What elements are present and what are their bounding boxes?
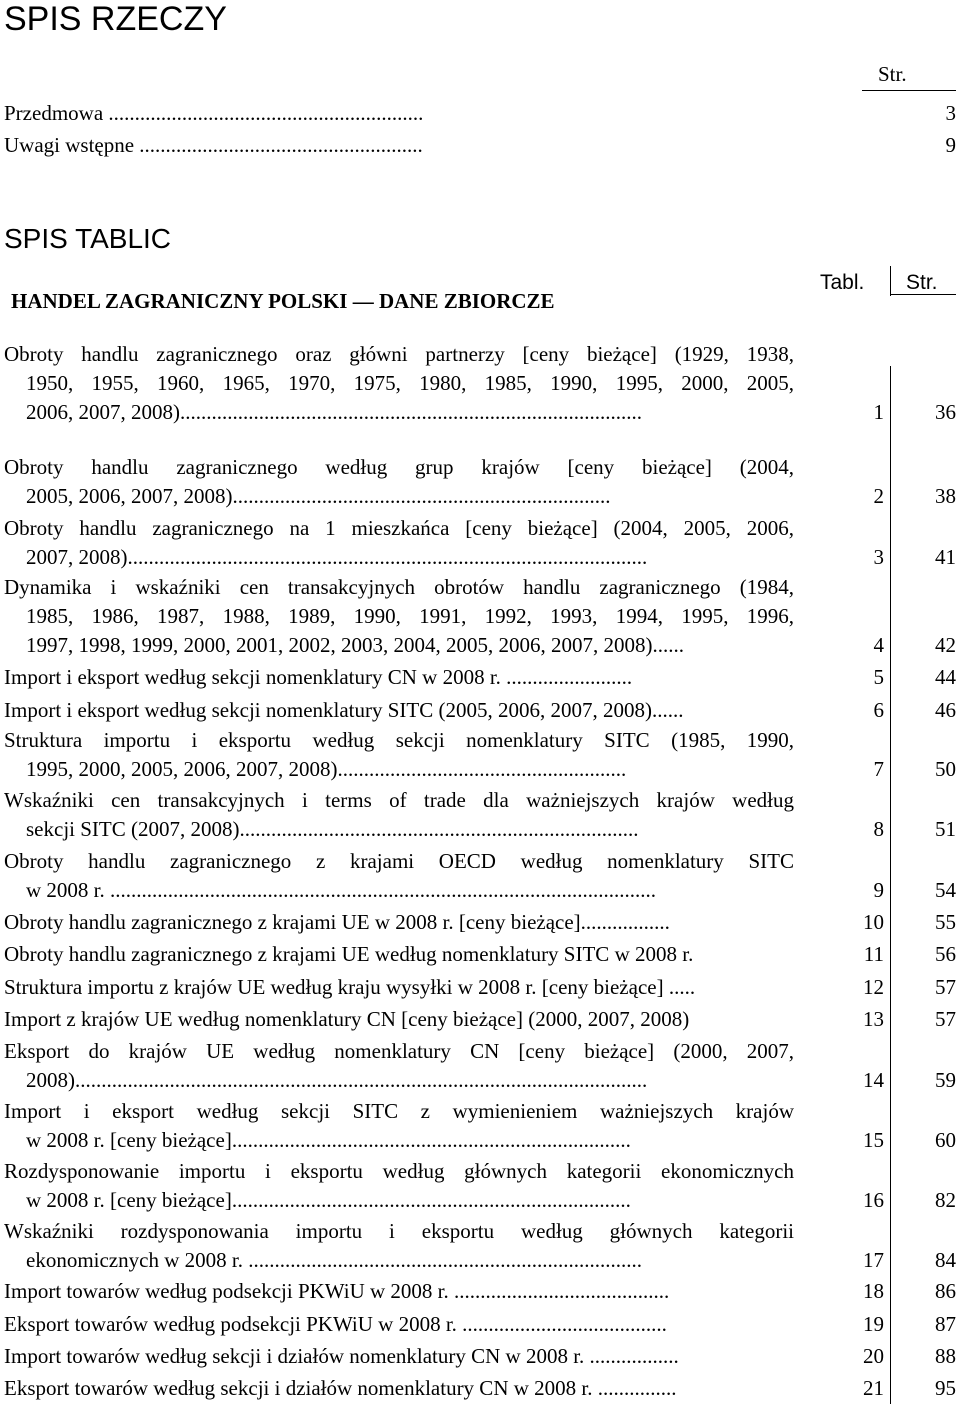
toc-entry-preface[interactable]	[4, 97, 956, 129]
toc-entry-table-number: 6	[873, 698, 884, 722]
toc-entry-page: 36	[935, 400, 956, 424]
toc-entry-title	[4, 453, 794, 511]
toc-entry-page: 82	[935, 1188, 956, 1212]
toc-entry-table-number: 19	[863, 1312, 884, 1336]
toc-entry-page: 3	[945, 101, 956, 125]
toc-entry-table-13[interactable]	[4, 1005, 956, 1034]
toc-entry-page: 57	[935, 975, 956, 999]
toc-entry-title	[4, 786, 794, 844]
toc-entry-title-line: Import i eksport według sekcji nomenklatury CN w 2008 r. ........................	[4, 665, 633, 689]
toc-entry-table-number: 11	[863, 942, 884, 966]
toc-entry-page: 88	[935, 1344, 956, 1368]
toc-entry-title-line: Import towarów według podsekcji PKWiU w 2008 r. .........................................	[4, 1279, 670, 1303]
toc-entry-table-12[interactable]	[4, 973, 956, 1002]
toc-entry-table-6[interactable]	[4, 696, 956, 725]
toc-entry-title-line: sekcji SITC (2007, 2008)............................................................................	[26, 817, 639, 841]
toc-entry-title	[4, 514, 794, 572]
toc-entry-title-line: 2008).............................................................................................................	[26, 1068, 648, 1092]
toc-entry-title-line: Import i eksport według sekcji SITC z wymienieniem ważniejszych krajów	[4, 1099, 794, 1123]
toc-entry-table-number: 16	[863, 1188, 884, 1212]
toc-entry-page: 38	[935, 484, 956, 508]
toc-entry-title-line: Obroty handlu zagranicznego z krajami UE w 2008 r. [ceny bieżące].................	[4, 910, 670, 934]
section-title: SPIS TABLIC	[4, 223, 172, 254]
toc-entry-title	[4, 1310, 794, 1339]
toc-entry-label: Przedmowa ............................................................	[4, 101, 424, 125]
toc-entry-table-1[interactable]	[4, 340, 956, 427]
toc-entry-table-number: 12	[863, 975, 884, 999]
group-title: HANDEL ZAGRANICZNY POLSKI — DANE ZBIORCZE	[11, 289, 555, 313]
toc-entry-title-line: Dynamika i wskaźniki cen transakcyjnych obrotów handlu zagranicznego (1984,	[4, 575, 794, 599]
toc-entry-title-line: Eksport towarów według sekcji i działów nomenklatury CN w 2008 r. ...............	[4, 1376, 677, 1400]
toc-entry-title	[4, 940, 794, 969]
page-number-column-header: Str.	[906, 271, 938, 294]
toc-entry-table-10[interactable]	[4, 908, 956, 937]
toc-entry-page: 44	[935, 665, 956, 689]
toc-entry-table-16[interactable]	[4, 1157, 956, 1215]
toc-entry-title	[4, 1217, 794, 1275]
toc-entry-title-line: Import towarów według sekcji i działów nomenklatury CN w 2008 r. .................	[4, 1344, 679, 1368]
toc-entry-title-line: Obroty handlu zagranicznego według grup krajów [ceny bieżące] (2004,	[4, 455, 794, 479]
toc-entry-title-line: w 2008 r. [ceny bieżące]............................................................................	[26, 1188, 631, 1212]
toc-entry-page: 41	[935, 545, 956, 569]
toc-entry-table-11[interactable]	[4, 940, 956, 969]
toc-entry-table-number: 1	[873, 400, 884, 424]
toc-entry-title-line: 1985, 1986, 1987, 1988, 1989, 1990, 1991, 1992, 1993, 1994, 1995, 1996,	[26, 604, 794, 628]
toc-entry-table-number: 3	[873, 545, 884, 569]
toc-entry-title	[4, 663, 794, 692]
toc-entry-table-number: 7	[873, 757, 884, 781]
toc-entry-title	[4, 1342, 794, 1371]
toc-entry-title-line: Import i eksport według sekcji nomenklatury SITC (2005, 2006, 2007, 2008)......	[4, 698, 684, 722]
toc-entry-title	[4, 847, 794, 905]
toc-entry-title	[4, 340, 794, 427]
toc-entry-page: 57	[935, 1007, 956, 1031]
toc-entry-table-number: 20	[863, 1344, 884, 1368]
toc-entry-label: Uwagi wstępne ......................................................	[4, 133, 423, 157]
toc-entry-page: 59	[935, 1068, 956, 1092]
toc-entry-title-line: w 2008 r. [ceny bieżące]............................................................................	[26, 1128, 631, 1152]
toc-entry-title-line: Eksport do krajów UE według nomenklatury CN [ceny bieżące] (2000, 2007,	[4, 1039, 794, 1063]
header-rule	[862, 90, 956, 91]
toc-entry-table-2[interactable]	[4, 453, 956, 511]
toc-entry-title-line: w 2008 r. ........................................................................................................	[26, 878, 656, 902]
toc-entry-title-line: 1950, 1955, 1960, 1965, 1970, 1975, 1980, 1985, 1990, 1995, 2000, 2005,	[26, 371, 794, 395]
toc-entry-title	[4, 1037, 794, 1095]
toc-entry-title-line: Obroty handlu zagranicznego z krajami UE według nomenklatury SITC w 2008 r.	[4, 942, 694, 966]
toc-entry-table-number: 10	[863, 910, 884, 934]
toc-entry-table-number: 4	[873, 633, 884, 657]
toc-entry-page: 87	[935, 1312, 956, 1336]
toc-entry-title-line: Obroty handlu zagranicznego oraz główni partnerzy [ceny bieżące] (1929, 1938,	[4, 342, 794, 366]
toc-entry-table-number: 9	[873, 878, 884, 902]
toc-entry-title-line: Rozdysponowanie importu i eksportu według głównych kategorii ekonomicznych	[4, 1159, 794, 1183]
toc-entry-table-number: 5	[873, 665, 884, 689]
toc-entry-page: 46	[935, 698, 956, 722]
toc-entry-table-number: 8	[873, 817, 884, 841]
toc-entry-title-line: Wskaźniki cen transakcyjnych i terms of trade dla ważniejszych krajów według	[4, 788, 794, 812]
toc-entry-table-8[interactable]	[4, 786, 956, 844]
toc-entry-table-3[interactable]	[4, 514, 956, 572]
toc-entry-page: 54	[935, 878, 956, 902]
toc-entry-title	[4, 973, 794, 1002]
toc-entry-title-line: Eksport towarów według podsekcji PKWiU w 2008 r. .......................................	[4, 1312, 667, 1336]
toc-entry-title-line: 2007, 2008)...................................................................................................	[26, 545, 648, 569]
toc-entry-title	[4, 1005, 794, 1034]
toc-entry-title	[4, 696, 794, 725]
toc-entry-table-4[interactable]	[4, 573, 956, 660]
toc-entry-title-line: 2005, 2006, 2007, 2008)........................................................................	[26, 484, 611, 508]
toc-entry-title	[4, 1157, 794, 1215]
toc-entry-page: 42	[935, 633, 956, 657]
toc-entry-page: 56	[935, 942, 956, 966]
toc-entry-title	[4, 726, 794, 784]
toc-entry-table-9[interactable]	[4, 847, 956, 905]
toc-entry-title-line: Import z krajów UE według nomenklatury CN [ceny bieżące] (2000, 2007, 2008)	[4, 1007, 690, 1031]
toc-entry-page: 50	[935, 757, 956, 781]
toc-entry-table-number: 2	[873, 484, 884, 508]
toc-entry-page: 9	[945, 133, 956, 157]
toc-entry-table-number: 18	[863, 1279, 884, 1303]
toc-entry-title	[4, 573, 794, 660]
page-column-header: Str.	[878, 62, 907, 86]
toc-entry-title-line: Struktura importu i eksportu według sekcji nomenklatury SITC (1985, 1990,	[4, 728, 794, 752]
toc-entry-page: 60	[935, 1128, 956, 1152]
toc-entry-page: 51	[935, 817, 956, 841]
toc-entry-table-7[interactable]	[4, 726, 956, 784]
toc-entry-page: 55	[935, 910, 956, 934]
toc-entry-title-line: Wskaźniki rozdysponowania importu i eksportu według głównych kategorii	[4, 1219, 794, 1243]
table-number-column-header: Tabl.	[820, 271, 865, 294]
toc-entry-title-line: 2006, 2007, 2008)........................................................................................	[26, 400, 642, 424]
toc-entry-title	[4, 1374, 794, 1403]
toc-entry-table-17[interactable]	[4, 1217, 956, 1275]
toc-entry-table-number: 13	[863, 1007, 884, 1031]
toc-entry-table-14[interactable]	[4, 1037, 956, 1095]
toc-entry-introductory-notes[interactable]	[4, 129, 956, 161]
toc-entry-title-line: Struktura importu z krajów UE według kraju wysyłki w 2008 r. [ceny bieżące] .....	[4, 975, 696, 999]
column-header-rule	[890, 294, 956, 295]
toc-entry-title-line: Obroty handlu zagranicznego na 1 mieszkańca [ceny bieżące] (2004, 2005, 2006,	[4, 516, 794, 540]
column-divider	[890, 266, 891, 296]
toc-entry-table-20[interactable]	[4, 1342, 956, 1371]
toc-entry-title-line: ekonomicznych w 2008 r. ...........................................................................	[26, 1248, 642, 1272]
toc-entry-title	[4, 1277, 794, 1306]
toc-entry-table-number: 21	[863, 1376, 884, 1400]
toc-entry-table-5[interactable]	[4, 663, 956, 692]
toc-entry-table-number: 17	[863, 1248, 884, 1272]
toc-entry-title	[4, 908, 794, 937]
toc-entry-table-21[interactable]	[4, 1374, 956, 1403]
toc-entry-table-number: 15	[863, 1128, 884, 1152]
toc-entry-page: 95	[935, 1376, 956, 1400]
toc-entry-title-line: 1995, 2000, 2005, 2006, 2007, 2008).......................................................	[26, 757, 627, 781]
toc-entry-table-number: 14	[863, 1068, 884, 1092]
toc-entry-table-15[interactable]	[4, 1097, 956, 1155]
page-title: SPIS RZECZY	[4, 0, 227, 38]
toc-entry-page: 84	[935, 1248, 956, 1272]
toc-entry-table-19[interactable]	[4, 1310, 956, 1339]
toc-entry-page: 86	[935, 1279, 956, 1303]
toc-entry-title	[4, 1097, 794, 1155]
toc-entry-table-18[interactable]	[4, 1277, 956, 1306]
toc-entry-title-line: 1997, 1998, 1999, 2000, 2001, 2002, 2003, 2004, 2005, 2006, 2007, 2008)......	[26, 633, 684, 657]
toc-entry-title-line: Obroty handlu zagranicznego z krajami OECD według nomenklatury SITC	[4, 849, 794, 873]
